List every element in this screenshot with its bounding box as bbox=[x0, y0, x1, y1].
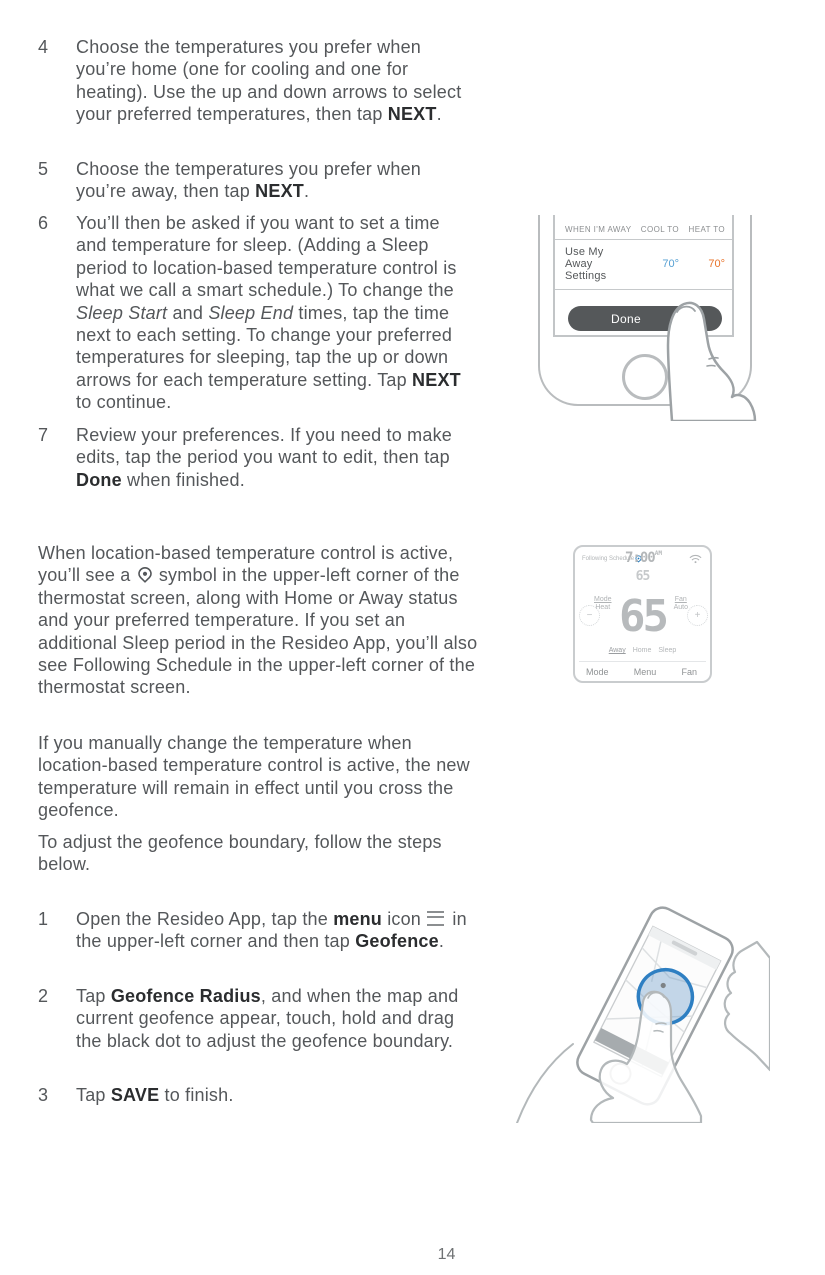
step-number: 4 bbox=[38, 37, 49, 57]
row-label: Use My Away Settings bbox=[565, 246, 607, 282]
table-header bbox=[555, 215, 732, 240]
step-3 bbox=[38, 1084, 470, 1106]
step-number: 1 bbox=[38, 909, 49, 929]
wrist-line bbox=[517, 1044, 573, 1123]
cool-setpoint-value: 70° bbox=[662, 258, 679, 270]
step-text: Tap Geofence Radius, and when the map and current geofence appear, touch, hold and drag the black dot to adjust the geofence boundary. bbox=[76, 986, 459, 1051]
step-number: 3 bbox=[38, 1085, 49, 1105]
done-button[interactable]: Done bbox=[568, 306, 722, 331]
page-number: 14 bbox=[437, 1246, 456, 1263]
preset-away[interactable]: Away bbox=[608, 647, 626, 654]
divider bbox=[579, 661, 706, 662]
step-number: 7 bbox=[38, 425, 49, 445]
step-text: Choose the temperatures you prefer when you’re away, then tap NEXT. bbox=[76, 159, 421, 202]
away-settings-row[interactable] bbox=[555, 240, 732, 290]
phone-illustration-away-settings bbox=[538, 215, 768, 420]
temperature-down-button[interactable]: − bbox=[579, 605, 600, 626]
thermostat-fan: Fan Auto bbox=[673, 596, 688, 611]
temperature-up-button[interactable]: + bbox=[687, 605, 708, 626]
step-text: You’ll then be asked if you want to set a time and temperature for sleep. (Adding a Sleep period to location-based temperature control is what we call a smart schedule.) To change the Sleep Start and Sleep End times, tap the time next to each setting. To change your preferred temperatures for sleeping, tap the up or down arrows for each temperature setting. Tap NEXT to continue. bbox=[76, 213, 461, 413]
wifi-icon bbox=[689, 554, 702, 564]
thermostat-setpoint-small: 65 bbox=[635, 569, 650, 584]
step-number: 6 bbox=[38, 213, 49, 233]
thermostat-illustration bbox=[573, 545, 712, 683]
paragraph-manual-change: If you manually change the temperature when location-based temperature control is active, the new temperature will remain in effect until you cross the geofence. bbox=[38, 733, 470, 821]
hamburger-menu-icon bbox=[427, 911, 444, 926]
thermostat-temperature: 65 bbox=[619, 591, 666, 642]
when-im-away-label: WHEN I'M AWAY bbox=[565, 225, 632, 234]
heat-to-header: HEAT TO bbox=[688, 225, 725, 234]
step-number: 5 bbox=[38, 159, 49, 179]
step-1 bbox=[38, 908, 470, 953]
cool-to-header: COOL TO bbox=[640, 225, 679, 234]
step-6 bbox=[38, 212, 470, 414]
finger-illustration bbox=[648, 293, 763, 421]
step-number: 2 bbox=[38, 986, 49, 1006]
paragraph-adjust-geofence: To adjust the geofence boundary, follow the steps below. bbox=[38, 832, 442, 875]
thermostat-time: $7:00^{AM}$ bbox=[625, 550, 662, 566]
step-4 bbox=[38, 36, 470, 126]
step-text: Tap SAVE to finish. bbox=[76, 1085, 234, 1105]
menu-button[interactable]: Menu bbox=[633, 667, 657, 677]
geo-pin-icon bbox=[137, 566, 153, 584]
thermostat-status: Following Schedule bbox=[582, 555, 642, 563]
step-text: Choose the temperatures you prefer when you’re home (one for cooling and one for heating). Use the up and down arrows to select your preferred temperatures, then tap NEXT. bbox=[76, 37, 462, 125]
phone-illustration-geofence-map bbox=[505, 898, 770, 1123]
holding-hand-fingers bbox=[725, 942, 770, 1070]
paragraph-location-control: When location-based temperature control is active, you’ll see a symbol in the upper-left corner of the thermostat screen, along with Home or Away status and your preferred temperature. If you set an additional Sleep period in the Resideo App, you’ll also see Following Schedule in the upper-left corner of the thermostat screen. bbox=[38, 543, 478, 698]
preset-sleep[interactable]: Sleep bbox=[658, 647, 677, 654]
thermostat-mode: Mode Heat bbox=[594, 596, 612, 611]
step-5 bbox=[38, 158, 470, 203]
fan-button[interactable]: Fan bbox=[681, 667, 697, 677]
thermostat-buttons bbox=[575, 667, 710, 677]
mode-button[interactable]: Mode bbox=[586, 667, 609, 677]
heat-setpoint-value: 70° bbox=[708, 258, 725, 270]
preset-row bbox=[575, 647, 710, 654]
step-text: Open the Resideo App, tap the menu icon in the upper-left corner and then tap Geofence. bbox=[76, 909, 467, 952]
step-7 bbox=[38, 424, 470, 491]
preset-home[interactable]: Home bbox=[632, 647, 652, 654]
step-text: Review your preferences. If you need to make edits, tap the period you want to edit, then tap Done when finished. bbox=[76, 425, 452, 490]
step-2 bbox=[38, 985, 470, 1052]
